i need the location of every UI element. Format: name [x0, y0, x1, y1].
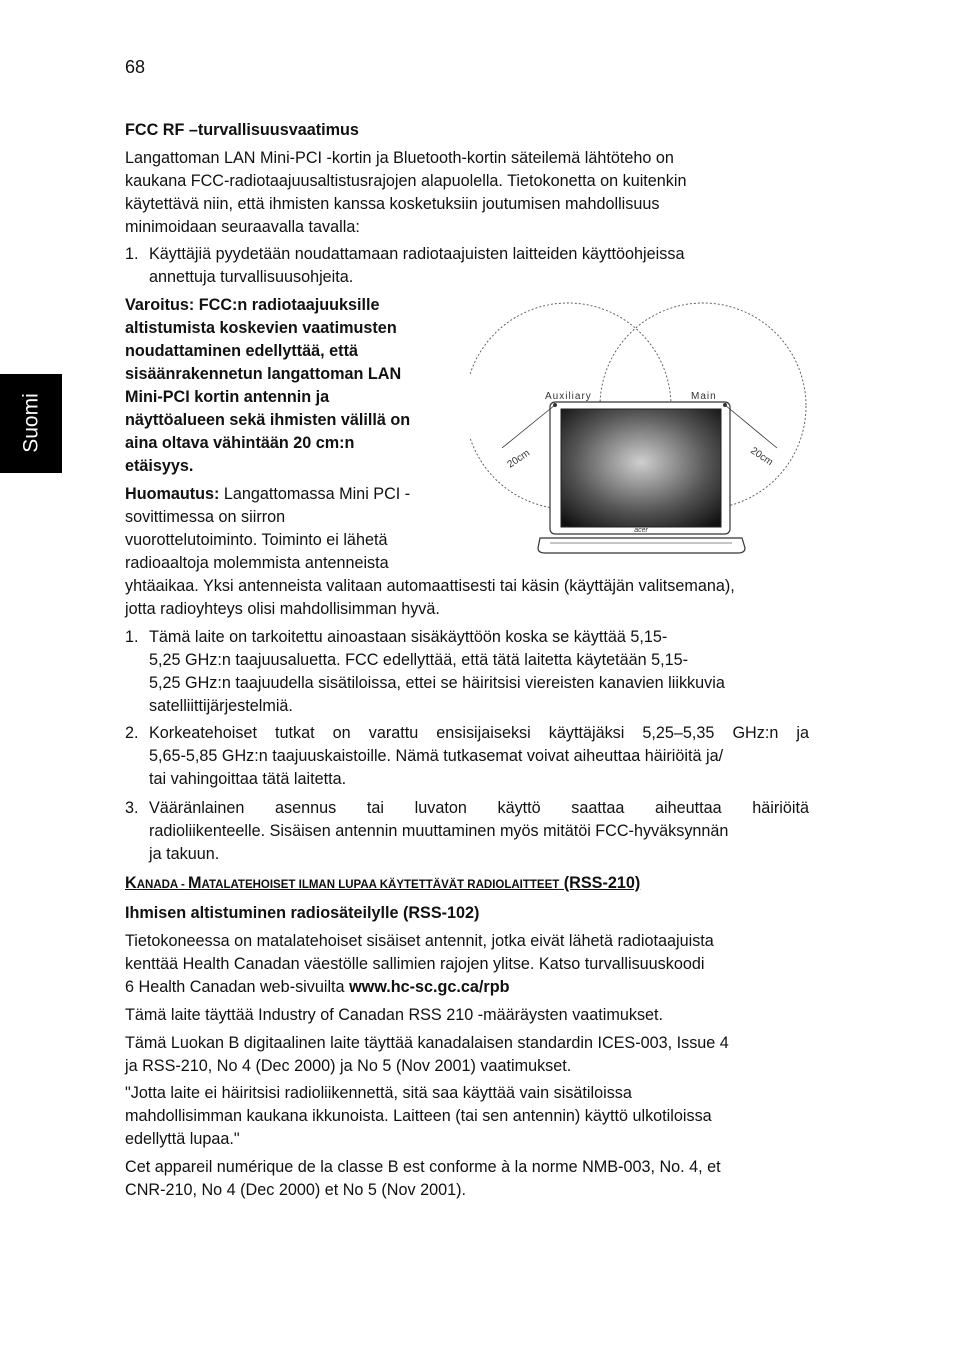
list-item-line: radioliikenteelle. Sisäisen antennin muuttaminen myös mitätöi FCC-hyväksynnän [149, 822, 729, 840]
note-line: vuorottelutoiminto. Toiminto ei lähetä [125, 531, 388, 549]
label-distance-left: 20cm [505, 447, 532, 471]
list-item-line: 5,25 GHz:n taajuusaluetta. FCC edellyttää, että tätä laitetta käytetään 5,15- [149, 651, 689, 669]
label-distance-right: 20cm [748, 445, 775, 469]
warning-line: sisäänrakennetun langattoman LAN [125, 365, 402, 383]
paragraph-line: Tämä Luokan B digitaalinen laite täyttää kanadalaisen standardin ICES-003, Issue 4 [125, 1034, 729, 1052]
list-number: 3. [125, 799, 139, 817]
list-item-line: 5,65-5,85 GHz:n taajuuskaistoille. Nämä tutkasemat voivat aiheuttaa häiriöitä ja/ [149, 747, 724, 765]
list-item-line: 5,25 GHz:n taajuudella sisätiloissa, ettei se häiritsisi viereisten kanavien liikkuvia [149, 674, 725, 692]
list-item-line: Tämä laite on tarkoitettu ainoastaan sisäkäyttöön koska se käyttää 5,15- [149, 628, 668, 646]
warning-line: noudattaminen edellyttää, että [125, 342, 358, 360]
intro-line: käytettävä niin, että ihmisten kanssa kosketuksiin joutumisen mahdollisuus [125, 195, 660, 213]
heading-canada-cap: K [125, 874, 137, 892]
intro-line: minimoidaan seuraavalla tavalla: [125, 218, 360, 236]
note-line: jotta radioyhteys olisi mahdollisimman hyvä. [125, 600, 440, 618]
note-text: Langattomassa Mini PCI - [219, 485, 411, 503]
laptop-logo: acer [634, 527, 648, 534]
heading-canada-part: ANADA - [136, 879, 189, 891]
auxiliary-antenna-dot [553, 403, 557, 407]
list-item-line: tai vahingoittaa tätä laitetta. [149, 770, 347, 788]
heading-canada-cap: M [188, 874, 202, 892]
language-side-tab [0, 374, 62, 473]
laptop-screen [561, 409, 721, 527]
paragraph-line: edellyttä lupaa." [125, 1130, 240, 1148]
auxiliary-distance-line [502, 405, 555, 448]
note-line: sovittimessa on siirron [125, 508, 286, 526]
note-line: radioaaltoja molemmista antenneista [125, 554, 389, 572]
paragraph-line: "Jotta laite ei häiritsisi radioliikennettä, sitä saa käyttää vain sisätiloissa [125, 1084, 632, 1102]
heading-rss102: Ihmisen altistuminen radiosäteilylle (RSS-102) [125, 904, 480, 922]
warning-line: Mini-PCI kortin antennin ja [125, 388, 330, 406]
antenna-figure [470, 298, 815, 567]
list-item-line: ja takuun. [149, 845, 220, 863]
warning-line: altistumista koskevien vaatimusten [125, 319, 397, 337]
label-main: Main [691, 391, 717, 402]
laptop-base [538, 538, 745, 553]
list-number: 1. [125, 628, 139, 646]
paragraph-line: Tietokoneessa on matalatehoiset sisäiset antennit, jotka eivät lähetä radiotaajuista [125, 932, 714, 950]
list-item-line: Käyttäjiä pyydetään noudattamaan radiotaajuisten laitteiden käyttöohjeissa [149, 245, 685, 263]
heading-canada-tail: (RSS-210) [559, 874, 641, 892]
warning-line: etäisyys. [125, 457, 194, 475]
paragraph-line: CNR-210, No 4 (Dec 2000) et No 5 (Nov 2001). [125, 1181, 466, 1199]
main-distance-line [725, 405, 777, 448]
paragraph-line: Cet appareil numérique de la classe B est conforme à la norme NMB-003, No. 4, et [125, 1158, 721, 1176]
heading-canada [125, 872, 815, 897]
heading-fcc-rf: FCC RF –turvallisuusvaatimus [125, 121, 359, 139]
paragraph-line [125, 976, 815, 999]
list-item-line: Korkeatehoiset tutkat on varattu ensisijaiseksi käyttäjäksi 5,25–5,35 GHz:n ja [149, 724, 809, 742]
main-antenna-dot [723, 403, 727, 407]
list-item-line: satelliittijärjestelmiä. [149, 697, 293, 715]
paragraph-industry: Tämä laite täyttää Industry of Canadan RSS 210 -määräysten vaatimukset. [125, 1006, 664, 1024]
heading-canada-part: ATALATEHOISET ILMAN LUPAA KÄYTETTÄVÄT RADIOLAITTEET [201, 879, 560, 891]
list-number: 1. [125, 245, 139, 263]
health-canada-url[interactable]: www.hc-sc.gc.ca/rpb [349, 978, 510, 996]
intro-line: Langattoman LAN Mini-PCI -kortin ja Bluetooth-kortin säteilemä lähtöteho on [125, 149, 674, 167]
note-line: yhtäaikaa. Yksi antenneista valitaan automaattisesti tai käsin (käyttäjän valitsemana), [125, 577, 735, 595]
note-label: Huomautus: [125, 485, 220, 503]
paragraph-line: kenttää Health Canadan väestölle sallimien rajojen ylitse. Katso turvallisuuskoodi [125, 955, 705, 973]
page-number: 68 [125, 57, 146, 77]
warning-line: Varoitus: FCC:n radiotaajuuksille [125, 296, 380, 314]
list-item-line: Vääränlainen asennus tai luvaton käyttö saattaa aiheuttaa häiriöitä [149, 799, 809, 817]
list-number: 2. [125, 724, 139, 742]
label-auxiliary: Auxiliary [545, 391, 592, 402]
paragraph-line: ja RSS-210, No 4 (Dec 2000) ja No 5 (Nov 2001) vaatimukset. [125, 1057, 572, 1075]
warning-line: aina oltava vähintään 20 cm:n [125, 434, 355, 452]
antenna-diagram [470, 298, 815, 560]
paragraph-text: 6 Health Canadan web-sivuilta [125, 978, 350, 996]
paragraph-line: mahdollisimman kaukana ikkunoista. Laitteen (tai sen antennin) käyttö ulkotiloissa [125, 1107, 712, 1125]
side-tab-label: Suomi [19, 393, 43, 453]
intro-line: kaukana FCC-radiotaajuusaltistusrajojen alapuolella. Tietokonetta on kuitenkin [125, 172, 687, 190]
list-item-line: annettuja turvallisuusohjeita. [149, 268, 354, 286]
warning-line: näyttöalueen sekä ihmisten välillä on [125, 411, 411, 429]
